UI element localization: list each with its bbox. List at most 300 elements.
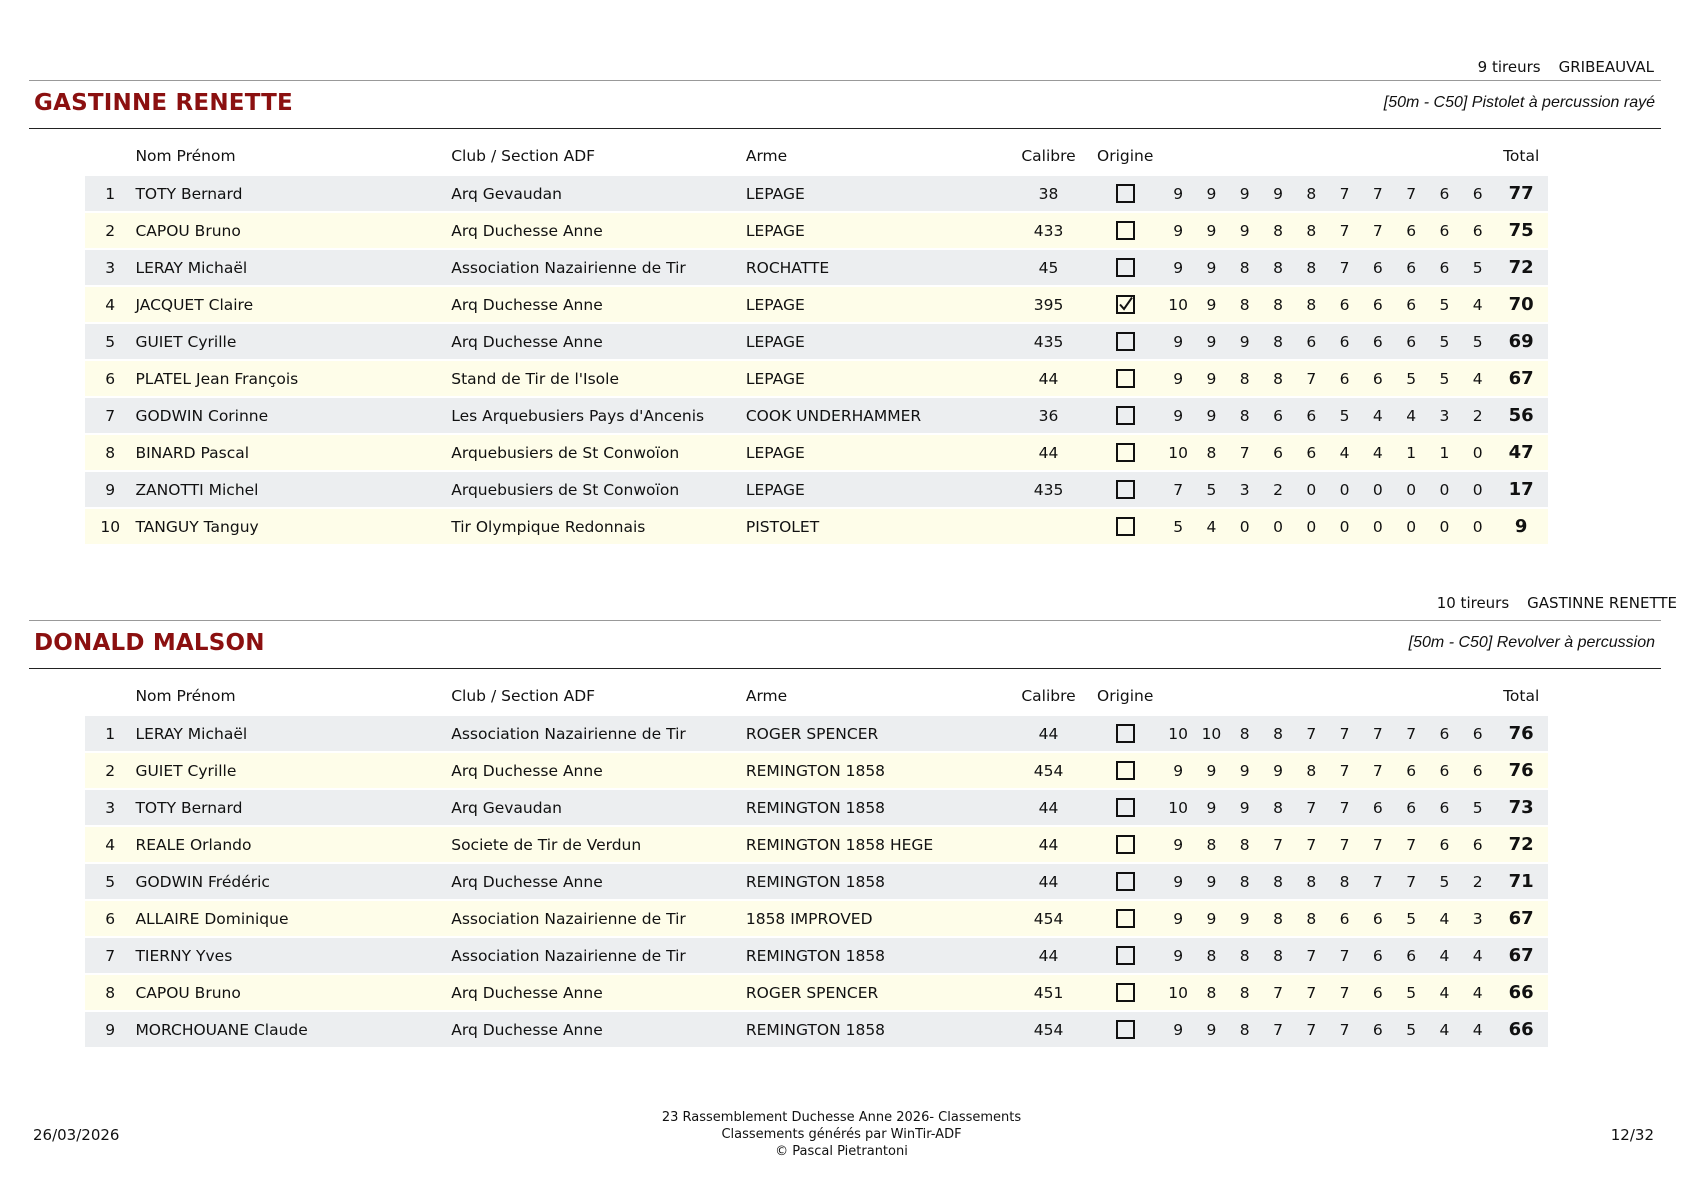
score: 8 bbox=[1261, 360, 1294, 397]
score: 8 bbox=[1195, 937, 1228, 974]
score: 6 bbox=[1428, 789, 1461, 826]
score: 0 bbox=[1228, 508, 1261, 545]
total: 69 bbox=[1494, 323, 1548, 360]
score: 9 bbox=[1261, 752, 1294, 789]
rank: 6 bbox=[85, 360, 135, 397]
score: 8 bbox=[1195, 974, 1228, 1011]
table-row bbox=[85, 508, 1548, 545]
calibre: 44 bbox=[1008, 826, 1089, 863]
origine-cell bbox=[1089, 175, 1162, 212]
col-club: Club / Section ADF bbox=[451, 687, 596, 705]
weapon: LEPAGE bbox=[746, 175, 1008, 212]
score: 4 bbox=[1428, 974, 1461, 1011]
shooter-name: JACQUET Claire bbox=[135, 286, 451, 323]
calibre: 44 bbox=[1008, 434, 1089, 471]
shooter-name: TANGUY Tanguy bbox=[135, 508, 451, 545]
score: 9 bbox=[1261, 175, 1294, 212]
score: 6 bbox=[1361, 1011, 1394, 1048]
score: 2 bbox=[1461, 863, 1494, 900]
shooter-name: CAPOU Bruno bbox=[135, 212, 451, 249]
results-table bbox=[85, 678, 1548, 1049]
shooter-count: 9 tireurs bbox=[1477, 58, 1541, 76]
shooter-name: TIERNY Yves bbox=[135, 937, 451, 974]
origine-cell bbox=[1089, 397, 1162, 434]
score: 7 bbox=[1328, 826, 1361, 863]
total: 17 bbox=[1494, 471, 1548, 508]
calibre: 454 bbox=[1008, 1011, 1089, 1048]
rank: 3 bbox=[85, 789, 135, 826]
weapon: ROGER SPENCER bbox=[746, 974, 1008, 1011]
score: 5 bbox=[1328, 397, 1361, 434]
rank: 7 bbox=[85, 397, 135, 434]
checkbox-icon bbox=[1116, 835, 1135, 854]
score: 8 bbox=[1261, 286, 1294, 323]
score: 8 bbox=[1295, 863, 1328, 900]
club: Association Nazairienne de Tir bbox=[451, 249, 746, 286]
checkbox-icon bbox=[1116, 369, 1135, 388]
score: 7 bbox=[1162, 471, 1195, 508]
checkbox-icon bbox=[1116, 184, 1135, 203]
shooter-name: CAPOU Bruno bbox=[135, 974, 451, 1011]
score: 6 bbox=[1328, 900, 1361, 937]
score: 6 bbox=[1361, 937, 1394, 974]
score: 0 bbox=[1295, 508, 1328, 545]
table-header bbox=[85, 678, 1548, 715]
score: 8 bbox=[1295, 212, 1328, 249]
shooter-name: MORCHOUANE Claude bbox=[135, 1011, 451, 1048]
score: 7 bbox=[1394, 863, 1427, 900]
score: 9 bbox=[1195, 789, 1228, 826]
previous-section-footer bbox=[1478, 58, 1654, 76]
score: 7 bbox=[1295, 789, 1328, 826]
origine-cell bbox=[1089, 789, 1162, 826]
table-row bbox=[85, 974, 1548, 1011]
score: 0 bbox=[1261, 508, 1294, 545]
score: 6 bbox=[1261, 434, 1294, 471]
score: 2 bbox=[1261, 471, 1294, 508]
score: 10 bbox=[1162, 715, 1195, 752]
score: 7 bbox=[1261, 974, 1294, 1011]
score: 4 bbox=[1328, 434, 1361, 471]
origine-cell bbox=[1089, 508, 1162, 545]
footer-date: 26/03/2026 bbox=[33, 1126, 120, 1144]
table-row bbox=[85, 249, 1548, 286]
col-total: Total bbox=[1503, 687, 1540, 705]
score: 10 bbox=[1162, 974, 1195, 1011]
score: 9 bbox=[1162, 752, 1195, 789]
checkbox-icon bbox=[1116, 480, 1135, 499]
club: Arq Duchesse Anne bbox=[451, 1011, 746, 1048]
total: 76 bbox=[1494, 752, 1548, 789]
score: 7 bbox=[1295, 826, 1328, 863]
rank: 1 bbox=[85, 715, 135, 752]
score: 6 bbox=[1394, 212, 1427, 249]
table-body bbox=[85, 715, 1548, 1048]
score: 4 bbox=[1361, 434, 1394, 471]
score: 9 bbox=[1228, 212, 1261, 249]
score: 4 bbox=[1361, 397, 1394, 434]
table-row bbox=[85, 434, 1548, 471]
weapon: REMINGTON 1858 bbox=[746, 752, 1008, 789]
club: Stand de Tir de l'Isole bbox=[451, 360, 746, 397]
origine-cell bbox=[1089, 752, 1162, 789]
table-row bbox=[85, 937, 1548, 974]
score: 0 bbox=[1428, 508, 1461, 545]
club: Arq Duchesse Anne bbox=[451, 974, 746, 1011]
col-nom: Nom Prénom bbox=[135, 687, 236, 705]
score: 6 bbox=[1428, 212, 1461, 249]
shooter-name: GODWIN Corinne bbox=[135, 397, 451, 434]
club: Association Nazairienne de Tir bbox=[451, 937, 746, 974]
score: 0 bbox=[1428, 471, 1461, 508]
score: 0 bbox=[1361, 471, 1394, 508]
score: 7 bbox=[1394, 175, 1427, 212]
weapon: REMINGTON 1858 bbox=[746, 789, 1008, 826]
origine-cell bbox=[1089, 863, 1162, 900]
weapon: ROCHATTE bbox=[746, 249, 1008, 286]
score: 8 bbox=[1228, 974, 1261, 1011]
score: 9 bbox=[1195, 323, 1228, 360]
weapon: LEPAGE bbox=[746, 360, 1008, 397]
score: 8 bbox=[1228, 937, 1261, 974]
score: 6 bbox=[1461, 752, 1494, 789]
shooter-name: LERAY Michaël bbox=[135, 249, 451, 286]
score: 7 bbox=[1261, 1011, 1294, 1048]
score: 9 bbox=[1162, 323, 1195, 360]
score: 9 bbox=[1162, 1011, 1195, 1048]
weapon: LEPAGE bbox=[746, 212, 1008, 249]
score: 9 bbox=[1162, 937, 1195, 974]
club: Association Nazairienne de Tir bbox=[451, 900, 746, 937]
table-row bbox=[85, 900, 1548, 937]
table-row bbox=[85, 471, 1548, 508]
score: 9 bbox=[1228, 789, 1261, 826]
score: 9 bbox=[1228, 175, 1261, 212]
score: 6 bbox=[1361, 974, 1394, 1011]
table-row bbox=[85, 1011, 1548, 1048]
club: Association Nazairienne de Tir bbox=[451, 715, 746, 752]
calibre: 454 bbox=[1008, 752, 1089, 789]
score: 5 bbox=[1394, 360, 1427, 397]
score: 7 bbox=[1328, 752, 1361, 789]
score: 3 bbox=[1228, 471, 1261, 508]
score: 0 bbox=[1328, 471, 1361, 508]
score: 4 bbox=[1195, 508, 1228, 545]
calibre: 38 bbox=[1008, 175, 1089, 212]
score: 6 bbox=[1394, 937, 1427, 974]
origine-cell bbox=[1089, 974, 1162, 1011]
shooter-name: GUIET Cyrille bbox=[135, 752, 451, 789]
score: 8 bbox=[1228, 863, 1261, 900]
club: Tir Olympique Redonnais bbox=[451, 508, 746, 545]
score: 8 bbox=[1195, 434, 1228, 471]
calibre: 433 bbox=[1008, 212, 1089, 249]
table-row bbox=[85, 323, 1548, 360]
score: 6 bbox=[1295, 434, 1328, 471]
score: 4 bbox=[1461, 1011, 1494, 1048]
total: 56 bbox=[1494, 397, 1548, 434]
score: 0 bbox=[1394, 471, 1427, 508]
table-row bbox=[85, 826, 1548, 863]
section-header bbox=[29, 620, 1661, 669]
shooter-name: ZANOTTI Michel bbox=[135, 471, 451, 508]
checkbox-icon bbox=[1116, 332, 1135, 351]
score: 8 bbox=[1228, 286, 1261, 323]
score: 8 bbox=[1195, 826, 1228, 863]
score: 9 bbox=[1162, 249, 1195, 286]
score: 7 bbox=[1328, 937, 1361, 974]
score: 8 bbox=[1295, 752, 1328, 789]
score: 9 bbox=[1228, 323, 1261, 360]
score: 6 bbox=[1461, 826, 1494, 863]
club: Les Arquebusiers Pays d'Ancenis bbox=[451, 397, 746, 434]
score: 4 bbox=[1428, 900, 1461, 937]
score: 6 bbox=[1361, 789, 1394, 826]
table-row bbox=[85, 789, 1548, 826]
total: 72 bbox=[1494, 826, 1548, 863]
rank: 9 bbox=[85, 1011, 135, 1048]
section-footer bbox=[1437, 594, 1677, 612]
score: 7 bbox=[1295, 1011, 1328, 1048]
score: 9 bbox=[1162, 863, 1195, 900]
score: 7 bbox=[1261, 826, 1294, 863]
weapon: REMINGTON 1858 HEGE bbox=[746, 826, 1008, 863]
score: 10 bbox=[1162, 434, 1195, 471]
checkbox-icon bbox=[1116, 517, 1135, 536]
score: 4 bbox=[1394, 397, 1427, 434]
score: 9 bbox=[1228, 900, 1261, 937]
table-row bbox=[85, 752, 1548, 789]
score: 4 bbox=[1461, 286, 1494, 323]
score: 3 bbox=[1461, 900, 1494, 937]
score: 7 bbox=[1361, 752, 1394, 789]
score: 9 bbox=[1162, 175, 1195, 212]
origine-cell bbox=[1089, 1011, 1162, 1048]
footer-credits bbox=[0, 1109, 1683, 1160]
origine-cell bbox=[1089, 900, 1162, 937]
score: 7 bbox=[1228, 434, 1261, 471]
score: 8 bbox=[1228, 249, 1261, 286]
score: 9 bbox=[1195, 397, 1228, 434]
total: 70 bbox=[1494, 286, 1548, 323]
score: 5 bbox=[1394, 974, 1427, 1011]
score: 6 bbox=[1361, 323, 1394, 360]
weapon: ROGER SPENCER bbox=[746, 715, 1008, 752]
checkbox-icon bbox=[1116, 1020, 1135, 1039]
total: 77 bbox=[1494, 175, 1548, 212]
calibre: 36 bbox=[1008, 397, 1089, 434]
score: 10 bbox=[1195, 715, 1228, 752]
total: 67 bbox=[1494, 900, 1548, 937]
score: 5 bbox=[1428, 323, 1461, 360]
table-row bbox=[85, 715, 1548, 752]
checkbox-icon bbox=[1116, 946, 1135, 965]
shooter-name: LERAY Michaël bbox=[135, 715, 451, 752]
score: 8 bbox=[1228, 360, 1261, 397]
score: 9 bbox=[1228, 752, 1261, 789]
calibre: 44 bbox=[1008, 360, 1089, 397]
shooter-name: BINARD Pascal bbox=[135, 434, 451, 471]
shooter-name: GODWIN Frédéric bbox=[135, 863, 451, 900]
section-name: GRIBEAUVAL bbox=[1558, 58, 1654, 76]
rank: 6 bbox=[85, 900, 135, 937]
club: Arq Gevaudan bbox=[451, 789, 746, 826]
score: 7 bbox=[1394, 715, 1427, 752]
rank: 5 bbox=[85, 323, 135, 360]
club: Arq Duchesse Anne bbox=[451, 752, 746, 789]
footer-event: 23 Rassemblement Duchesse Anne 2026- Classements bbox=[661, 1110, 1022, 1125]
calibre bbox=[1008, 508, 1089, 545]
score: 8 bbox=[1261, 323, 1294, 360]
calibre: 44 bbox=[1008, 715, 1089, 752]
score: 9 bbox=[1162, 397, 1195, 434]
score: 7 bbox=[1328, 249, 1361, 286]
origine-cell bbox=[1089, 323, 1162, 360]
checkbox-icon bbox=[1116, 258, 1135, 277]
score: 8 bbox=[1228, 826, 1261, 863]
score: 6 bbox=[1428, 175, 1461, 212]
score: 6 bbox=[1328, 360, 1361, 397]
score: 9 bbox=[1195, 212, 1228, 249]
score: 8 bbox=[1261, 863, 1294, 900]
score: 9 bbox=[1162, 360, 1195, 397]
score: 6 bbox=[1394, 752, 1427, 789]
score: 8 bbox=[1261, 715, 1294, 752]
score: 9 bbox=[1162, 212, 1195, 249]
calibre: 44 bbox=[1008, 863, 1089, 900]
total: 66 bbox=[1494, 974, 1548, 1011]
total: 9 bbox=[1494, 508, 1548, 545]
score: 5 bbox=[1461, 789, 1494, 826]
score: 6 bbox=[1361, 900, 1394, 937]
footer-generator: Classements générés par WinTir-ADF bbox=[721, 1127, 962, 1142]
score: 5 bbox=[1162, 508, 1195, 545]
score: 9 bbox=[1195, 360, 1228, 397]
origine-cell bbox=[1089, 715, 1162, 752]
score: 8 bbox=[1261, 212, 1294, 249]
score: 6 bbox=[1428, 752, 1461, 789]
total: 67 bbox=[1494, 360, 1548, 397]
section-donald-malson bbox=[29, 620, 1661, 669]
score: 5 bbox=[1195, 471, 1228, 508]
score: 6 bbox=[1295, 323, 1328, 360]
score: 0 bbox=[1328, 508, 1361, 545]
score: 6 bbox=[1328, 286, 1361, 323]
weapon: PISTOLET bbox=[746, 508, 1008, 545]
shooter-name: TOTY Bernard bbox=[135, 175, 451, 212]
score: 10 bbox=[1162, 286, 1195, 323]
score: 8 bbox=[1295, 249, 1328, 286]
col-calibre: Calibre bbox=[1021, 687, 1076, 705]
score: 6 bbox=[1428, 826, 1461, 863]
section-header bbox=[29, 80, 1661, 129]
score: 2 bbox=[1461, 397, 1494, 434]
score: 7 bbox=[1295, 937, 1328, 974]
total: 71 bbox=[1494, 863, 1548, 900]
club: Arq Gevaudan bbox=[451, 175, 746, 212]
weapon: LEPAGE bbox=[746, 471, 1008, 508]
score: 5 bbox=[1428, 286, 1461, 323]
calibre: 454 bbox=[1008, 900, 1089, 937]
section-title: DONALD MALSON bbox=[34, 630, 265, 656]
rank: 4 bbox=[85, 286, 135, 323]
score: 7 bbox=[1295, 715, 1328, 752]
rank: 7 bbox=[85, 937, 135, 974]
score: 6 bbox=[1361, 249, 1394, 286]
score: 3 bbox=[1428, 397, 1461, 434]
shooter-name: TOTY Bernard bbox=[135, 789, 451, 826]
col-calibre: Calibre bbox=[1021, 147, 1076, 165]
checkbox-icon bbox=[1116, 221, 1135, 240]
score: 4 bbox=[1461, 360, 1494, 397]
score: 8 bbox=[1261, 937, 1294, 974]
score: 7 bbox=[1328, 175, 1361, 212]
score: 7 bbox=[1361, 212, 1394, 249]
score: 9 bbox=[1195, 175, 1228, 212]
rank: 9 bbox=[85, 471, 135, 508]
total: 75 bbox=[1494, 212, 1548, 249]
score: 8 bbox=[1295, 286, 1328, 323]
checkbox-icon bbox=[1116, 872, 1135, 891]
score: 8 bbox=[1261, 900, 1294, 937]
score: 7 bbox=[1361, 715, 1394, 752]
checkbox-icon bbox=[1116, 798, 1135, 817]
shooter-name: ALLAIRE Dominique bbox=[135, 900, 451, 937]
score: 8 bbox=[1228, 715, 1261, 752]
score: 7 bbox=[1328, 974, 1361, 1011]
score: 9 bbox=[1162, 900, 1195, 937]
weapon: LEPAGE bbox=[746, 434, 1008, 471]
score: 5 bbox=[1394, 1011, 1427, 1048]
score: 5 bbox=[1428, 863, 1461, 900]
calibre: 45 bbox=[1008, 249, 1089, 286]
rank: 2 bbox=[85, 212, 135, 249]
col-club: Club / Section ADF bbox=[451, 147, 596, 165]
rank: 4 bbox=[85, 826, 135, 863]
score: 8 bbox=[1228, 397, 1261, 434]
shooter-name: REALE Orlando bbox=[135, 826, 451, 863]
score: 10 bbox=[1162, 789, 1195, 826]
score: 6 bbox=[1394, 323, 1427, 360]
rank: 2 bbox=[85, 752, 135, 789]
origine-cell bbox=[1089, 937, 1162, 974]
score: 9 bbox=[1195, 286, 1228, 323]
total: 73 bbox=[1494, 789, 1548, 826]
score: 9 bbox=[1195, 752, 1228, 789]
score: 1 bbox=[1428, 434, 1461, 471]
score: 6 bbox=[1461, 715, 1494, 752]
score: 7 bbox=[1361, 175, 1394, 212]
calibre: 395 bbox=[1008, 286, 1089, 323]
total: 72 bbox=[1494, 249, 1548, 286]
table-body bbox=[85, 175, 1548, 545]
checkbox-icon bbox=[1116, 983, 1135, 1002]
col-nom: Nom Prénom bbox=[135, 147, 236, 165]
footer-copyright: © Pascal Pietrantoni bbox=[775, 1144, 908, 1159]
calibre: 44 bbox=[1008, 789, 1089, 826]
table-header bbox=[85, 138, 1548, 175]
weapon: COOK UNDERHAMMER bbox=[746, 397, 1008, 434]
total: 67 bbox=[1494, 937, 1548, 974]
table-row bbox=[85, 212, 1548, 249]
score: 6 bbox=[1394, 249, 1427, 286]
score: 8 bbox=[1295, 175, 1328, 212]
total: 76 bbox=[1494, 715, 1548, 752]
col-total: Total bbox=[1503, 147, 1540, 165]
score: 0 bbox=[1295, 471, 1328, 508]
club: Arquebusiers de St Conwoïon bbox=[451, 471, 746, 508]
total: 66 bbox=[1494, 1011, 1548, 1048]
